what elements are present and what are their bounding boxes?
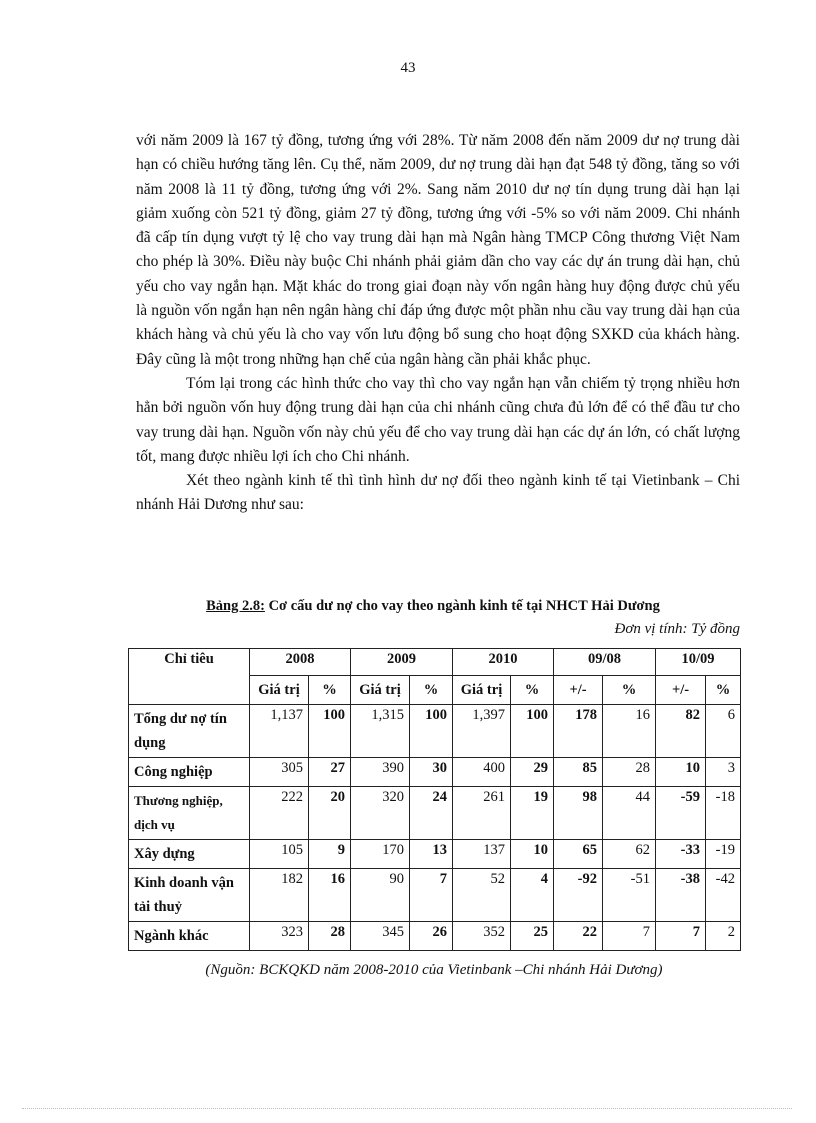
- cell-percent-2010: 19: [511, 787, 554, 840]
- cell-value-2009: 170: [351, 840, 410, 869]
- cell-change-0908: 85: [554, 758, 603, 787]
- cell-percent-2008: 16: [309, 869, 351, 922]
- cell-change-0908: -92: [554, 869, 603, 922]
- header-chi-tieu: Chỉ tiêu: [129, 649, 250, 705]
- cell-change-1009: 10: [656, 758, 706, 787]
- cell-percent-2008: 9: [309, 840, 351, 869]
- table-caption-text: Cơ cấu dư nợ cho vay theo ngành kinh tế tại NHCT Hải Dương: [264, 598, 660, 614]
- table-row: [129, 840, 741, 869]
- cell-rate-1009: 2: [706, 922, 741, 951]
- paragraph-2: Tóm lại trong các hình thức cho vay thì cho vay ngắn hạn vẫn chiếm tỷ trọng nhiều hơn hẳn bởi nguồn vốn huy động trung dài hạn của chi nhánh cũng chưa đủ lớn để có thể đầu tư cho vay trung dài hạn. Nguồn vốn này chủ yếu để cho vay trung dài hạn các dự án lớn, có chất lượng tốt, mang được nhiều lợi ích cho Chi nhánh.: [136, 374, 740, 465]
- cell-percent-2008: 100: [309, 705, 351, 758]
- cell-percent-2008: 20: [309, 787, 351, 840]
- cell-percent-2010: 29: [511, 758, 554, 787]
- table-row: [129, 758, 741, 787]
- cell-rate-0908: 62: [603, 840, 656, 869]
- cell-rate-0908: -51: [603, 869, 656, 922]
- cell-value-2009: 90: [351, 869, 410, 922]
- cell-percent-2010: 100: [511, 705, 554, 758]
- cell-value-2010: 352: [453, 922, 511, 951]
- cell-rate-0908: 28: [603, 758, 656, 787]
- cell-value-2010: 1,397: [453, 705, 511, 758]
- table-row: [129, 922, 741, 951]
- paragraph-1: với năm 2009 là 167 tỷ đồng, tương ứng với 28%. Từ năm 2008 đến năm 2009 dư nợ trung dài hạn có chiều hướng tăng lên. Cụ thể, năm 2009, dư nợ trung dài hạn đạt 548 tỷ đồng, tăng so với năm 2008 là 11 tỷ đồng, tương ứng với 2%. Sang năm 2010 dư nợ tín dụng trung dài hạn lại giảm xuống còn 521 tỷ đồng, giảm 27 tỷ đồng, tương ứng với -5% so với năm 2009. Chi nhánh đã cấp tín dụng vượt tỷ lệ cho vay trung dài hạn mà Ngân hàng TMCP Công thương Việt Nam cho phép là 30%. Điều này buộc Chi nhánh phải giảm dần cho vay các dự án trung dài hạn, chủ yếu cho vay ngắn hạn. Mặt khác do trong giai đoạn này vốn ngân hàng huy động được chủ yếu là nguồn vốn ngắn hạn nên ngân hàng chỉ đáp ứng được một phần nhu cầu vay trung dài hạn của khách hàng và chủ yếu là cho vay vốn lưu động bổ sung cho hoạt động SXKD của khách hàng. Đây cũng là một trong những hạn chế của ngân hàng cần phải khắc phục.: [136, 132, 740, 368]
- cell-change-1009: 7: [656, 922, 706, 951]
- table-row: [129, 869, 741, 922]
- table-unit: Đơn vị tính: Tỷ đồng: [614, 621, 740, 637]
- subheader-percent-2008: %: [309, 676, 351, 705]
- cell-value-2009: 345: [351, 922, 410, 951]
- cell-rate-0908: 44: [603, 787, 656, 840]
- row-label: Công nghiệp: [129, 758, 250, 787]
- subheader-percent-2010: %: [511, 676, 554, 705]
- cell-rate-1009: -42: [706, 869, 741, 922]
- cell-change-1009: -33: [656, 840, 706, 869]
- subheader-percent-0908: %: [603, 676, 656, 705]
- subheader-change-1009: +/-: [656, 676, 706, 705]
- header-year-2009: 2009: [351, 649, 453, 676]
- cell-rate-1009: 6: [706, 705, 741, 758]
- cell-percent-2009: 26: [410, 922, 453, 951]
- page-number: 43: [400, 60, 416, 76]
- row-label: Xây dựng: [129, 840, 250, 869]
- table-caption-label: Bảng 2.8:: [206, 598, 265, 614]
- row-label: Tổng dư nợ tín dụng: [129, 705, 250, 758]
- cell-percent-2010: 4: [511, 869, 554, 922]
- cell-change-0908: 22: [554, 922, 603, 951]
- cell-change-1009: -59: [656, 787, 706, 840]
- cell-value-2010: 52: [453, 869, 511, 922]
- cell-percent-2009: 7: [410, 869, 453, 922]
- cell-percent-2009: 13: [410, 840, 453, 869]
- cell-value-2008: 105: [250, 840, 309, 869]
- cell-rate-1009: -18: [706, 787, 741, 840]
- subheader-value-2009: Giá trị: [351, 676, 410, 705]
- cell-value-2009: 390: [351, 758, 410, 787]
- cell-percent-2010: 10: [511, 840, 554, 869]
- cell-rate-1009: -19: [706, 840, 741, 869]
- table-header-row-years: [129, 649, 741, 676]
- table-row: [129, 787, 741, 840]
- row-label: Kinh doanh vận tải thuỷ: [129, 869, 250, 922]
- table-source-note: (Nguồn: BCKQKD năm 2008-2010 của Vietinbank –Chi nhánh Hải Dương): [205, 962, 663, 978]
- cell-value-2009: 320: [351, 787, 410, 840]
- loan-structure-table: [128, 648, 741, 951]
- cell-change-0908: 65: [554, 840, 603, 869]
- cell-change-0908: 178: [554, 705, 603, 758]
- header-change-1009: 10/09: [656, 649, 741, 676]
- cell-percent-2009: 24: [410, 787, 453, 840]
- cell-rate-0908: 7: [603, 922, 656, 951]
- cell-value-2010: 137: [453, 840, 511, 869]
- cell-value-2010: 261: [453, 787, 511, 840]
- body-text: [136, 129, 740, 518]
- header-year-2010: 2010: [453, 649, 554, 676]
- subheader-percent-2009: %: [410, 676, 453, 705]
- cell-change-1009: -38: [656, 869, 706, 922]
- subheader-percent-1009: %: [706, 676, 741, 705]
- row-label: Ngành khác: [129, 922, 250, 951]
- subheader-value-2008: Giá trị: [250, 676, 309, 705]
- cell-value-2008: 222: [250, 787, 309, 840]
- cell-percent-2009: 100: [410, 705, 453, 758]
- cell-value-2008: 182: [250, 869, 309, 922]
- cell-rate-1009: 3: [706, 758, 741, 787]
- paragraph-3: Xét theo ngành kinh tế thì tình hình dư nợ đối theo ngành kinh tế tại Vietinbank – Chi nhánh Hải Dương như sau:: [136, 472, 740, 514]
- cell-change-1009: 82: [656, 705, 706, 758]
- cell-value-2008: 1,137: [250, 705, 309, 758]
- subheader-value-2010: Giá trị: [453, 676, 511, 705]
- cell-value-2009: 1,315: [351, 705, 410, 758]
- cell-value-2008: 323: [250, 922, 309, 951]
- table-caption: [128, 598, 738, 615]
- header-year-2008: 2008: [250, 649, 351, 676]
- cell-value-2008: 305: [250, 758, 309, 787]
- cell-percent-2008: 27: [309, 758, 351, 787]
- cell-percent-2008: 28: [309, 922, 351, 951]
- subheader-change-0908: +/-: [554, 676, 603, 705]
- cell-percent-2009: 30: [410, 758, 453, 787]
- header-change-0908: 09/08: [554, 649, 656, 676]
- page-bottom-divider: [22, 1108, 792, 1109]
- cell-rate-0908: 16: [603, 705, 656, 758]
- cell-percent-2010: 25: [511, 922, 554, 951]
- cell-value-2010: 400: [453, 758, 511, 787]
- row-label: Thương nghiệp, dịch vụ: [129, 787, 250, 840]
- table-row: [129, 705, 741, 758]
- cell-change-0908: 98: [554, 787, 603, 840]
